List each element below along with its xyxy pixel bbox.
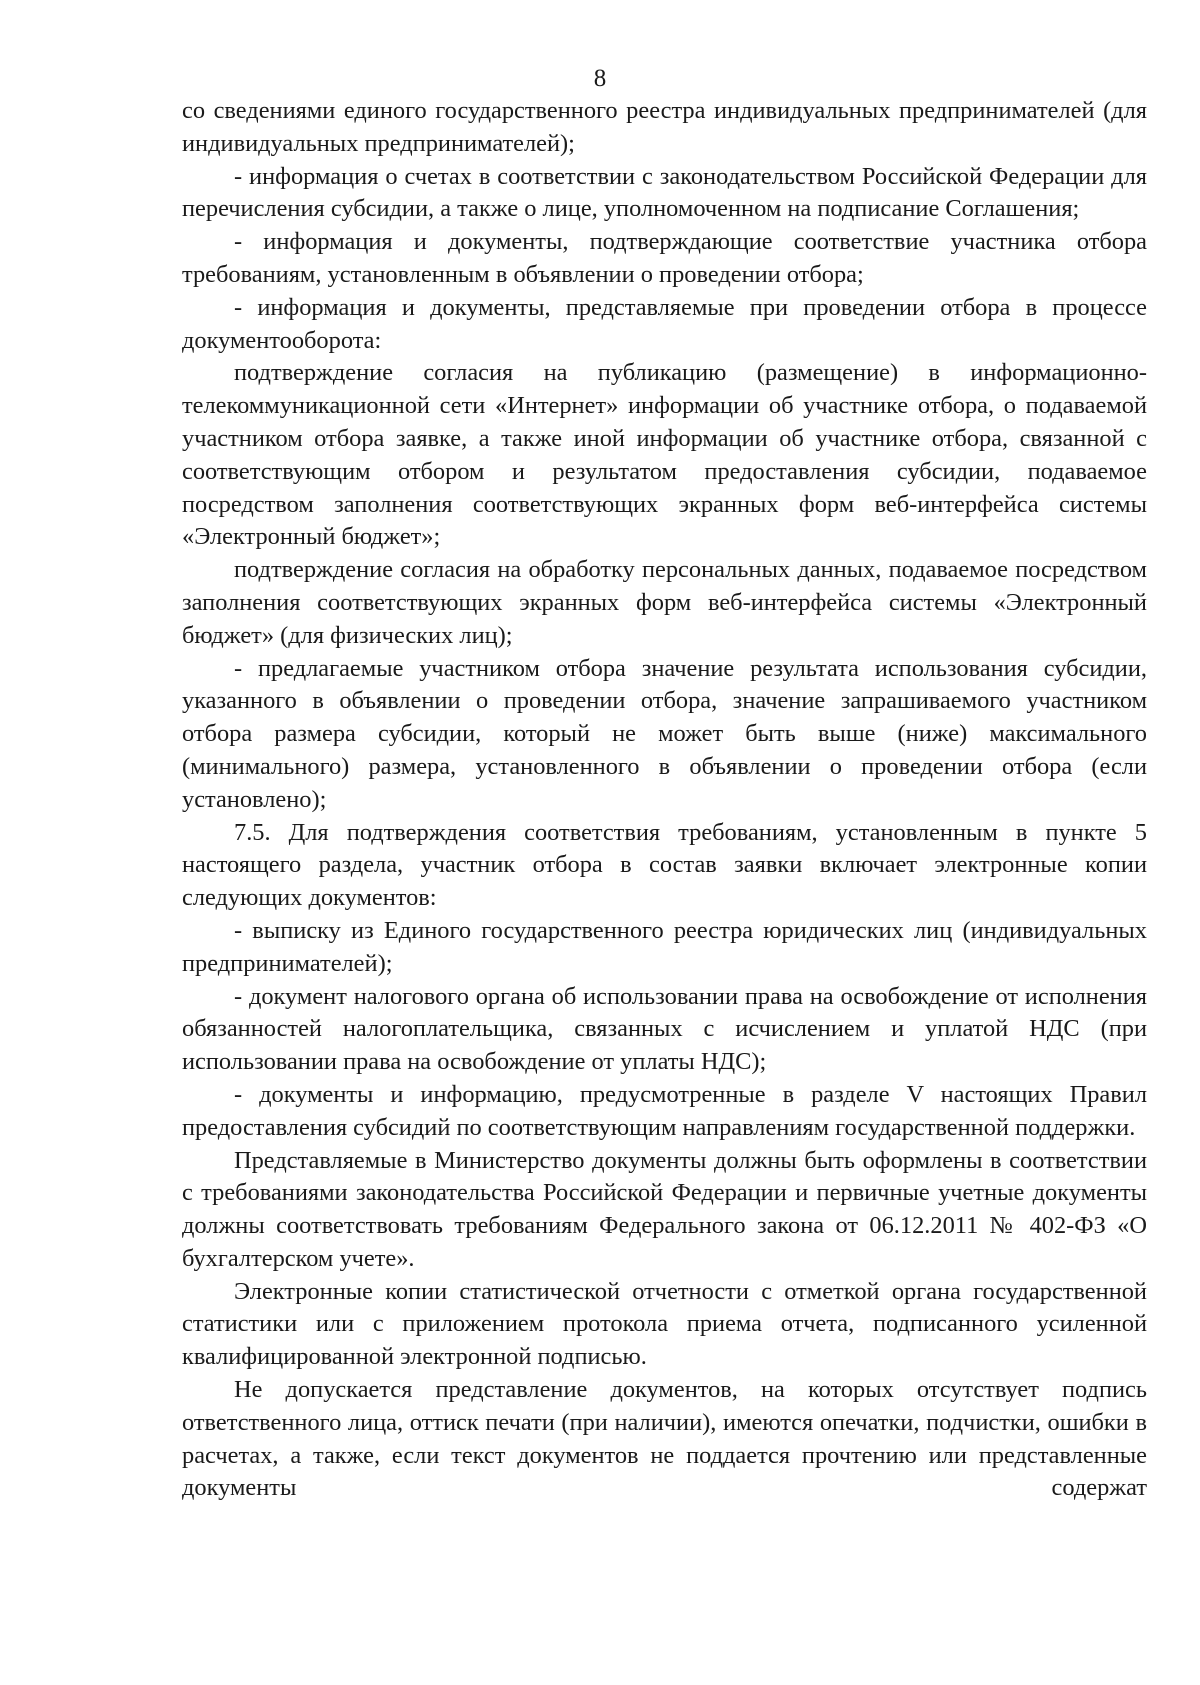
paragraph-section-v-documents: - документы и информацию, предусмотренные в разделе V настоящих Правил предоставления субсидий по соответствующим направлениям государственной поддержки. [182, 1080, 1147, 1141]
page-number: 8 [593, 65, 607, 92]
paragraph-publication-consent: подтверждение согласия на публикацию (размещение) в информационно-телекоммуникационной сети «Интернет» информации об участнике отбора, о подаваемой участником отбора заявке, а также иной информации об участнике отбора, связанной с соответствующим отбором и результатом предоставления субсидии, подаваемое посредством заполнения соответствующих экранных форм веб-интерфейса системы «Электронный бюджет»; [182, 359, 1147, 551]
paragraph-document-flow: - информация и документы, представляемые при проведении отбора в процессе документооборота: [182, 293, 1147, 354]
paragraph-compliance-docs: - информация и документы, подтверждающие соответствие участника отбора требованиям, установленным в объявлении о проведении отбора; [182, 228, 1147, 288]
paragraph-registry-extract: - выписку из Единого государственного реестра юридических лиц (индивидуальных предпринимателей); [182, 916, 1147, 977]
document-body [182, 95, 1147, 1505]
paragraph-result-value: - предлагаемые участником отбора значение результата использования субсидии, указанного в объявлении о проведении отбора, значение запрашиваемого участником отбора размера субсидии, который не может быть выше (ниже) максимального (минимального) размера, установленного в объявлении о проведении отбора (если установлено); [182, 654, 1147, 813]
paragraph-continuation: со сведениями единого государственного реестра индивидуальных предпринимателей (для индивидуальных предпринимателей); [182, 97, 1147, 157]
paragraph-tax-document: - документ налогового органа об использовании права на освобождение от исполнения обязанностей налогоплательщика, связанных с исчислением и уплатой НДС (при использовании права на освобождение от уплаты НДС); [182, 982, 1147, 1076]
paragraph-not-allowed: Не допускается представление документов, на которых отсутствует подпись ответственного лица, оттиск печати (при наличии), имеются опечатки, подчистки, ошибки в расчетах, а также, если текст документов не поддается прочтению или представленные документы содержат [182, 1376, 1147, 1502]
paragraph-statistics-copies: Электронные копии статистической отчетности с отметкой органа государственной статистики или с приложением протокола приема отчета, подписанного усиленной квалифицированной электронной подписью. [182, 1277, 1147, 1371]
paragraph-accounts-info: - информация о счетах в соответствии с законодательством Российской Федерации для перечисления субсидии, а также о лице, уполномоченном на подписание Соглашения; [182, 162, 1147, 223]
paragraph-personal-data-consent: подтверждение согласия на обработку персональных данных, подаваемое посредством заполнения соответствующих экранных форм веб-интерфейса системы «Электронный бюджет» (для физических лиц); [182, 556, 1147, 649]
paragraph-clause-7-5: 7.5. Для подтверждения соответствия требованиям, установленным в пункте 5 настоящего раздела, участник отбора в состав заявки включает электронные копии следующих документов: [182, 818, 1147, 912]
paragraph-ministry-documents: Представляемые в Министерство документы должны быть оформлены в соответствии с требованиями законодательства Российской Федерации и первичные учетные документы должны соответствовать требованиям Федерального закона от 06.12.2011 № 402-ФЗ «О бухгалтерском учете». [182, 1146, 1147, 1272]
